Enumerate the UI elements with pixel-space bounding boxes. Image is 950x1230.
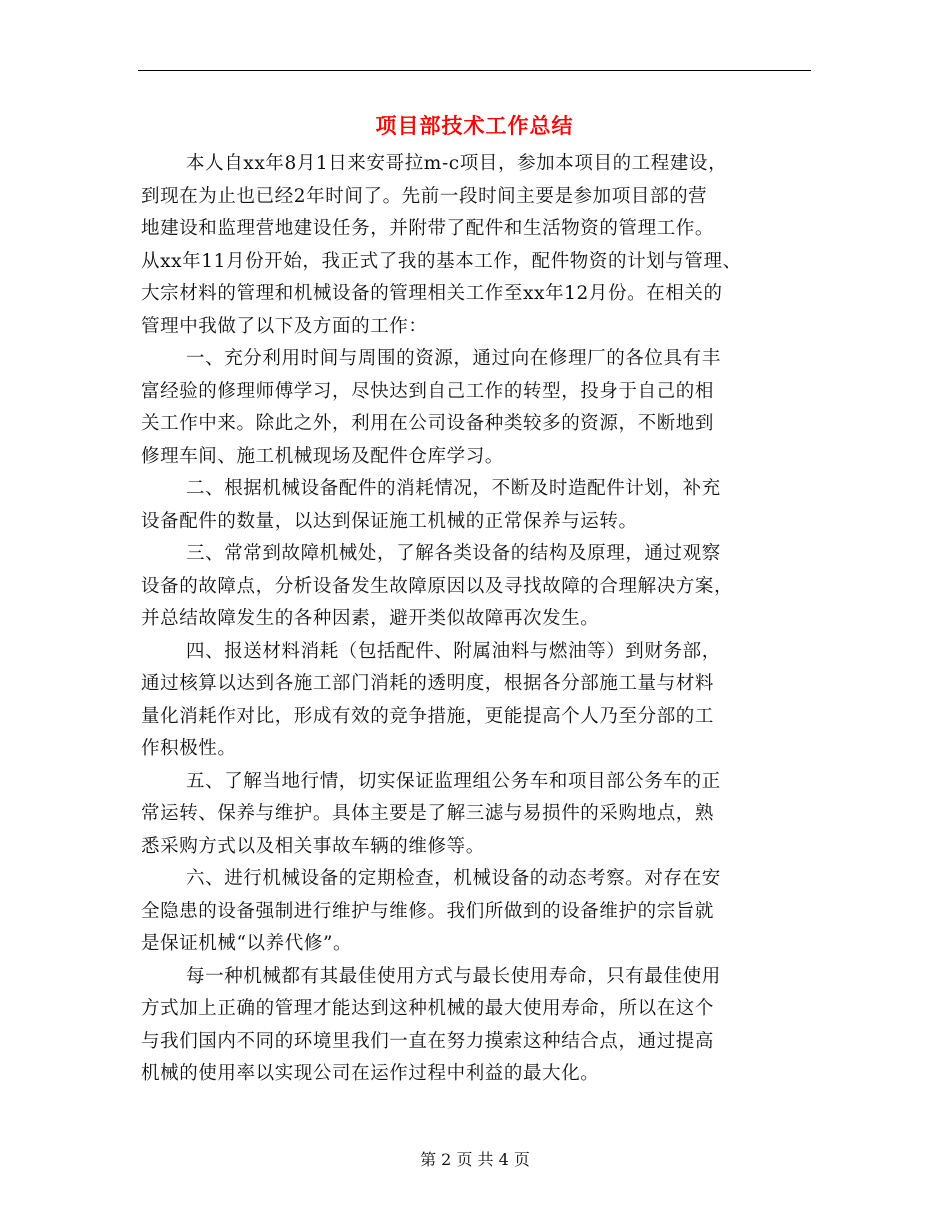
body-line: 方式加上正确的管理才能达到这种机械的最大使用寿命，所以在这个 [141, 998, 715, 1019]
body-line: 通过核算以达到各施工部门消耗的透明度，根据各分部施工量与材料 [141, 673, 715, 694]
body-line: 本人自xx年8月1日来安哥拉m-c项目，参加本项目的工程建设， [186, 153, 728, 174]
body-line: 大宗材料的管理和机械设备的管理相关工作至xx年12月份。在相关的 [141, 283, 723, 304]
body-line: 地建设和监理营地建设任务，并附带了配件和生活物资的管理工作。 [141, 218, 715, 239]
body-line: 与我们国内不同的环境里我们一直在努力摸索这种结合点，通过提高 [141, 1030, 715, 1052]
body-line: 设备配件的数量，以达到保证施工机械的正常保养与运转。 [141, 510, 638, 532]
body-line: 设备的故障点，分析设备发生故障原因以及寻找故障的合理解决方案， [141, 575, 734, 597]
document-title: 项目部技术工作总结 [375, 113, 574, 138]
body-line: 到现在为止也已经2年时间了。先前一段时间主要是参加项目部的营 [141, 185, 708, 207]
body-line: 是保证机械“以养代修”。 [141, 933, 353, 954]
body-line: 二、根据机械设备配件的消耗情况，不断及时造配件计划，补充 [186, 478, 721, 499]
body-line: 五、了解当地行情，切实保证监理组公务车和项目部公务车的正 [186, 770, 721, 792]
body-line: 四、报送材料消耗（包括配件、附属油料与燃油等）到财务部， [186, 640, 721, 662]
body-line: 六、进行机械设备的定期检查，机械设备的动态考察。对存在安 [186, 868, 721, 889]
body-line: 并总结故障发生的各种因素，避开类似故障再次发生。 [141, 608, 600, 629]
body-line: 每一种机械都有其最佳使用方式与最长使用寿命，只有最佳使用 [186, 965, 721, 987]
body-line: 全隐患的设备强制进行维护与维修。我们所做到的设备维护的宗旨就 [141, 900, 715, 922]
body-line: 关工作中来。除此之外，利用在公司设备种类较多的资源，不断地到 [141, 413, 715, 434]
document-body [141, 148, 821, 1091]
body-line: 悉采购方式以及相关事故车辆的维修等。 [141, 835, 485, 857]
body-line: 量化消耗作对比，形成有效的竞争措施，更能提高个人乃至分部的工 [141, 705, 715, 727]
body-line: 作积极性。 [141, 738, 237, 759]
body-line: 一、充分利用时间与周围的资源，通过向在修理厂的各位具有丰 [186, 348, 721, 369]
body-line: 三、常常到故障机械处，了解各类设备的结构及原理，通过观察 [186, 543, 721, 564]
body-line: 常运转、保养与维护。具体主要是了解三滤与易损件的采购地点，熟 [141, 803, 715, 824]
body-line: 修理车间、施工机械现场及配件仓库学习。 [141, 445, 504, 467]
body-line: 从xx年11月份开始，我正式了我的基本工作，配件物资的计划与管理、 [141, 250, 742, 272]
body-line: 机械的使用率以实现公司在运作过程中利益的最大化。 [141, 1063, 600, 1084]
body-line: 富经验的修理师傅学习，尽快达到自己工作的转型，投身于自己的相 [141, 380, 715, 402]
page-number: 第 2 页 共 4 页 [420, 1150, 530, 1169]
body-line: 管理中我做了以下及方面的工作： [141, 315, 428, 337]
header-rule [138, 70, 811, 71]
